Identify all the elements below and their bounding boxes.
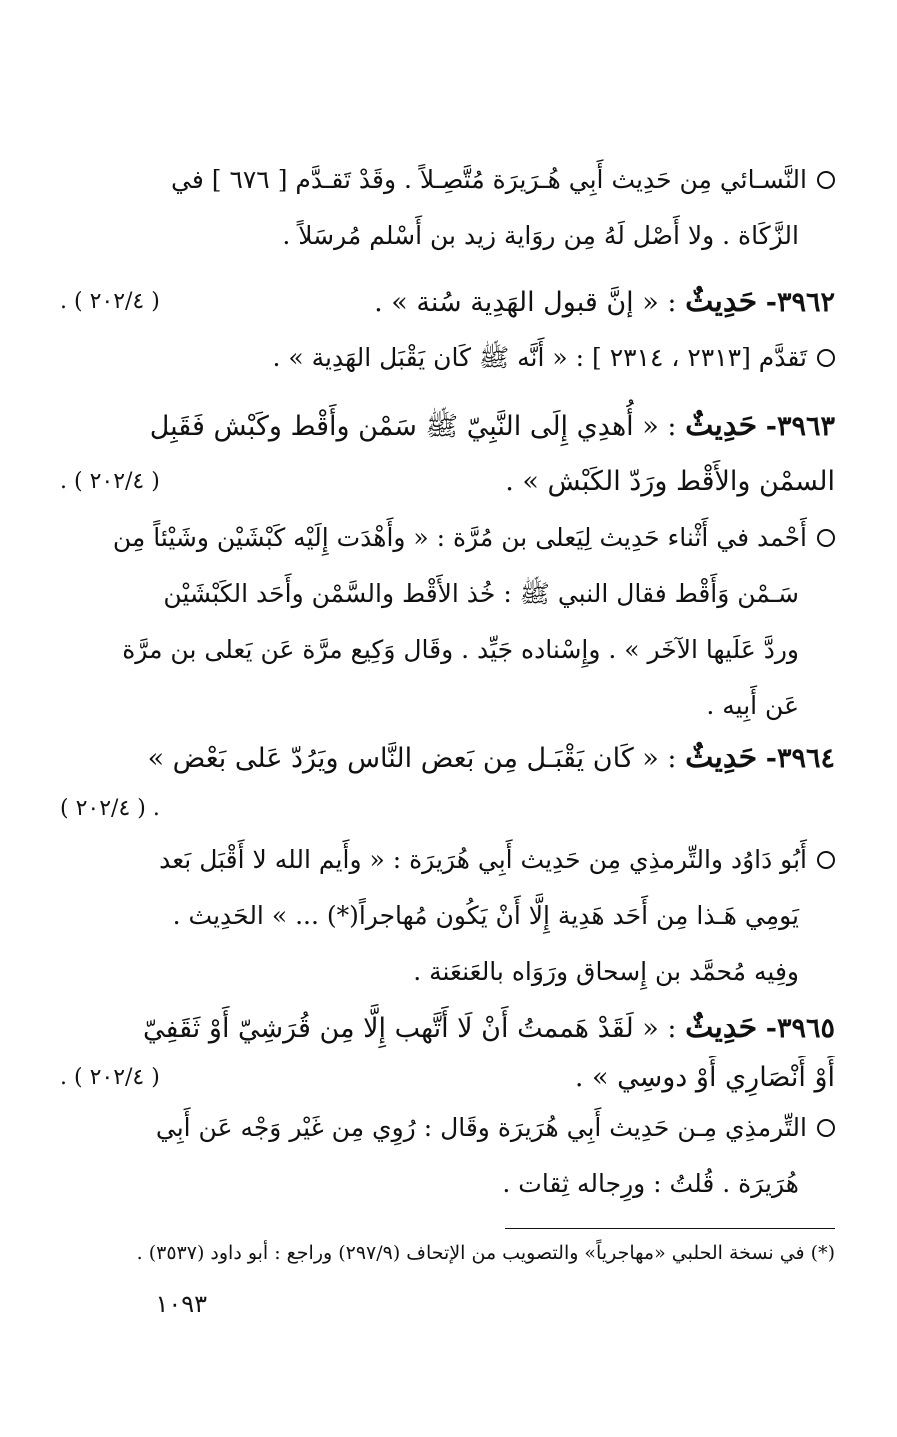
- commentary-text: أَبُو دَاوُد والتِّرمذِي مِن حَدِيث أَبِي هُرَيرَة : « وأَيم الله لا أَقْبَل بَعد: [159, 845, 807, 874]
- hadith-keyword: حَدِيثٌ: [685, 1010, 758, 1045]
- source-reference: ( ٢٠٢/٤ ) .: [60, 289, 160, 314]
- entry-number: ٣٩٦٥-: [765, 1013, 835, 1044]
- commentary-line: [60, 832, 835, 888]
- continuation-block: [60, 152, 835, 264]
- commentary-text: عَن أَبِيه .: [706, 691, 799, 720]
- commentary-line: [60, 678, 835, 734]
- hadith-entry-3962: [60, 274, 835, 386]
- source-reference: ( ٢٠٢/٤ ) .: [60, 1065, 160, 1090]
- commentary-text: يَومِي هَـذا مِن أَحَد هَدِية إِلَّا أَنْ يَكُون مُهاجراً(*) ... » الحَدِيث .: [172, 901, 799, 930]
- commentary-text: سَـمْن وَأَقْط فقال النبي ﷺ : خُذ الأَقْط والسَّمْن وأَحَد الكَبْشَيْن: [163, 579, 799, 608]
- commentary-line: [60, 888, 835, 944]
- hadith-entry-3963: [60, 398, 835, 734]
- hadith-heading-continued: [60, 454, 835, 510]
- hadith-text: : « إنَّ قبول الهَدِية سُنة » .: [374, 287, 677, 318]
- entry-number: ٣٩٦٣-: [765, 411, 835, 442]
- hadith-heading: [60, 398, 835, 454]
- hadith-keyword: حَدِيثٌ: [685, 408, 758, 443]
- entry-number: ٣٩٦٢-: [765, 287, 835, 318]
- footnote-divider: [505, 1228, 835, 1229]
- hadith-heading: [60, 730, 835, 786]
- page-number: ١٠٩٣: [155, 1290, 207, 1318]
- commentary-text: الزَّكَاة . ولا أَصْل لَهُ مِن روَاية زيد بن أَسْلم مُرسَلاً .: [282, 221, 799, 250]
- hadith-heading: [60, 274, 835, 330]
- circle-marker-icon: [817, 171, 835, 189]
- commentary-text: هُرَيرَة . قُلتُ : ورِجاله ثِقات .: [502, 1169, 799, 1198]
- commentary-text: وردَّ عَلَيها الآخَر » . وإِسْناده جَيِّد . وقَال وَكِيع مرَّة عَن يَعلى بن مرَّة: [122, 635, 799, 664]
- commentary-line: [60, 1100, 835, 1156]
- hadith-text: : « أُهدِي إِلَى النَّبِيّ ﷺ سَمْن وأَقْط وكَبْش فَقَبِل: [149, 411, 677, 442]
- source-reference: ( ٢٠٢/٤ ) .: [60, 469, 160, 494]
- circle-marker-icon: [817, 529, 835, 547]
- hadith-keyword: حَدِيثٌ: [685, 284, 758, 319]
- commentary-line: [60, 1156, 835, 1212]
- circle-marker-icon: [817, 349, 835, 367]
- hadith-text: السمْن والأَقْط ورَدّ الكَبْش » .: [505, 466, 835, 497]
- commentary-line: [60, 566, 835, 622]
- commentary-text: أَحْمد في أَثْناء حَدِيث لِيَعلى بن مُرَّة : « وأَهْدَت إِلَيْه كَبْشَيْن وشَيْئاً مِن: [112, 523, 807, 552]
- hadith-entry-3965: [60, 1000, 835, 1212]
- commentary-text: التِّرمذِي مِـن حَدِيث أَبِي هُرَيرَة وقَال : رُوِي مِن غَيْر وَجْه عَن أَبِي: [155, 1113, 807, 1142]
- commentary-text: النَّسـائي مِن حَدِيث أَبِي هُـرَيرَة مُتَّصِـلاً . وقَدْ تَقـدَّم [ ٦٧٦ ] في: [171, 165, 807, 194]
- circle-marker-icon: [817, 1119, 835, 1137]
- hadith-text: أَوْ أَنْصَارِي أَوْ دوسِي » .: [574, 1062, 835, 1093]
- commentary-line: [60, 622, 835, 678]
- hadith-heading-continued: [60, 1056, 835, 1100]
- hadith-heading-continued: [60, 786, 835, 832]
- hadith-entry-3964: [60, 730, 835, 1000]
- hadith-keyword: حَدِيثٌ: [685, 740, 758, 775]
- hadith-heading: [60, 1000, 835, 1056]
- commentary-line: [60, 510, 835, 566]
- commentary-line: [60, 330, 835, 386]
- hadith-text: : « كَان يَقْبَـل مِن بَعض النَّاس ويَرُدّ عَلى بَعْض »: [147, 743, 677, 774]
- commentary-line: [60, 208, 835, 264]
- entry-number: ٣٩٦٤-: [765, 743, 835, 774]
- commentary-line: [60, 944, 835, 1000]
- footnote: (*) في نسخة الحلبي «مهاجرياً» والتصويب من الإتحاف (٢٩٧/٩) وراجع : أبو داود (٣٥٣٧) .: [136, 1242, 835, 1264]
- commentary-text: وفِيه مُحمَّد بن إِسحاق ورَوَاه بالعَنعَنة .: [413, 957, 799, 986]
- commentary-line: [60, 152, 835, 208]
- circle-marker-icon: [817, 851, 835, 869]
- commentary-text: تَقدَّم [٢٣١٣ ، ٢٣١٤ ] : « أَنَّه ﷺ كَان يَقْبَل الهَدِية » .: [272, 343, 807, 372]
- hadith-text: : « لَقَدْ هَممتُ أَنْ لَا أَتَّهب إِلَّا مِن قُرَشِيّ أَوْ ثَقَفِيّ: [142, 1013, 677, 1044]
- source-reference: . ( ٢٠٢/٤ ): [60, 796, 160, 821]
